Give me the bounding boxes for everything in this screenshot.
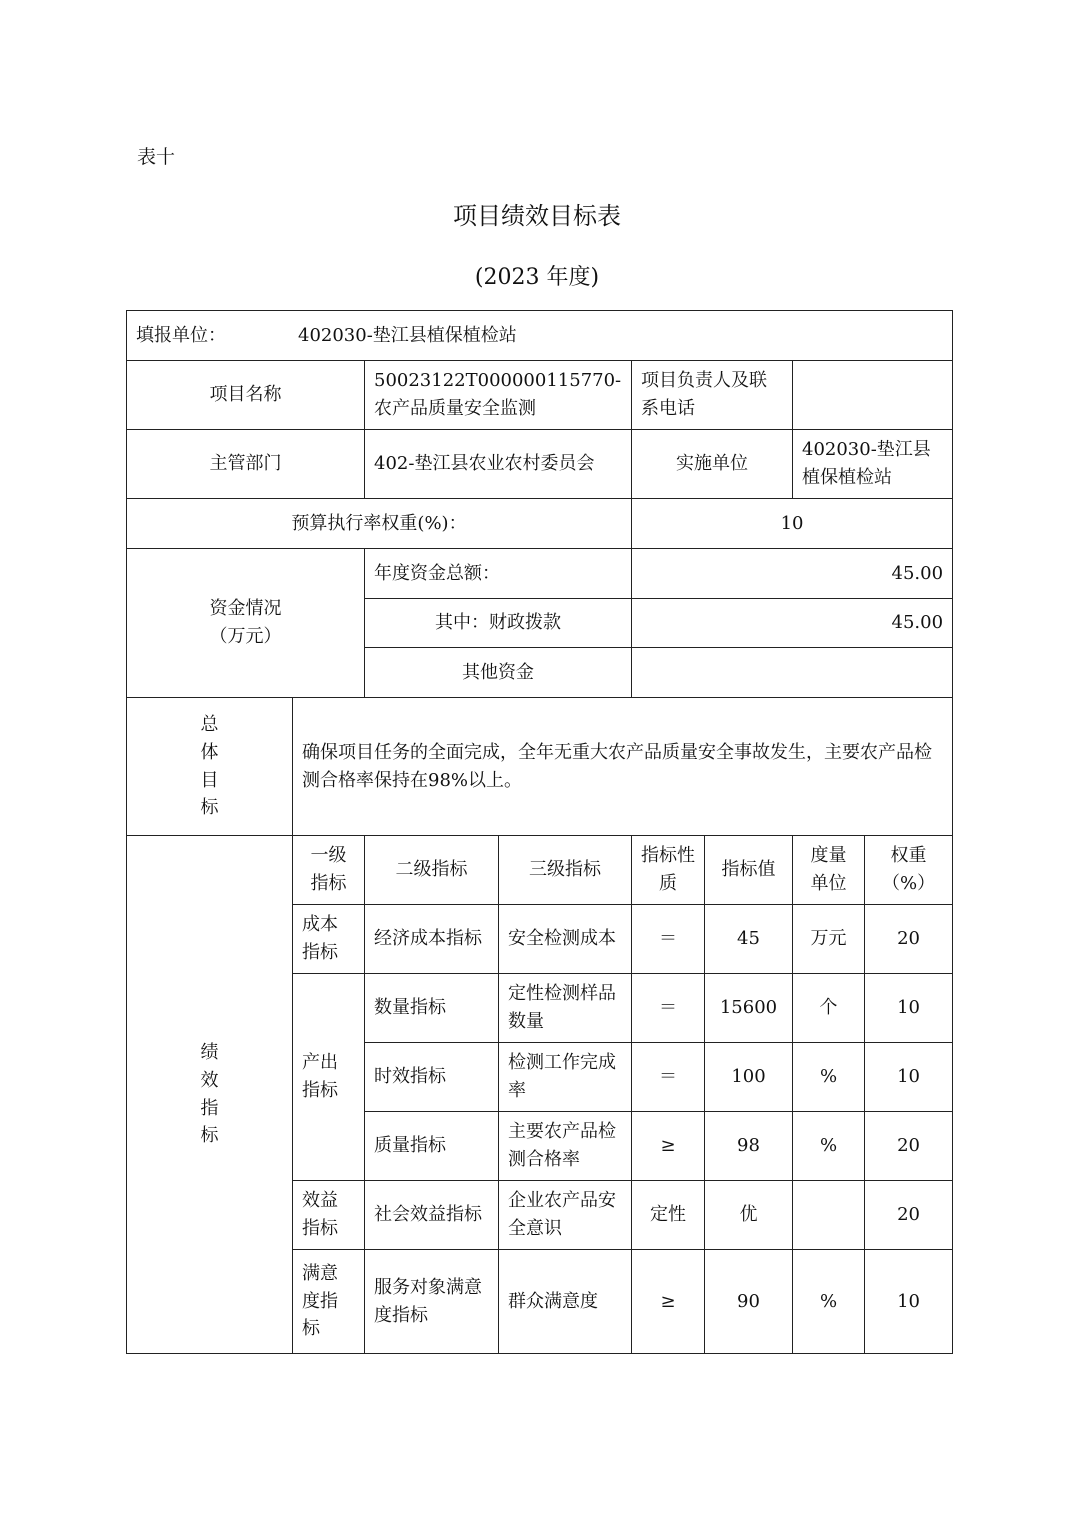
unit-cell: 个 [793, 974, 865, 1043]
overall-goal-text: 确保项目任务的全面完成，全年无重大农产品质量安全事故发生，主要农产品检测合格率保持在98%以上。 [293, 698, 953, 836]
goal-label-char: 目 [200, 769, 219, 791]
annual-funds-label: 年度资金总额： [365, 549, 632, 599]
unit-cell: % [793, 1112, 865, 1181]
level3-cell: 检测工作完成率 [499, 1043, 632, 1112]
level3-cell: 安全检测成本 [499, 905, 632, 974]
nature-cell: ≥ [632, 1112, 705, 1181]
nature-cell: 定性 [632, 1181, 705, 1250]
value-cell: 45 [705, 905, 793, 974]
reporting-unit-row [127, 311, 953, 361]
project-name-label: 项目名称 [127, 361, 365, 430]
value-cell: 90 [705, 1250, 793, 1354]
unit-cell [793, 1181, 865, 1250]
group-output: 产出指标 [293, 974, 365, 1181]
value-cell: 15600 [705, 974, 793, 1043]
weight-cell: 20 [865, 905, 953, 974]
budget-rate-value: 10 [632, 499, 953, 549]
funds-label-line1: 资金情况 [209, 598, 282, 620]
implementing-unit-label: 实施单位 [632, 430, 793, 499]
group-benefit: 效益指标 [293, 1181, 365, 1250]
indicator-label-char: 指 [200, 1097, 219, 1119]
nature-cell: ＝ [632, 1043, 705, 1112]
page-title: 项目绩效目标表 [453, 202, 621, 230]
project-leader-label: 项目负责人及联系电话 [632, 361, 793, 430]
goal-label-char: 体 [200, 741, 219, 763]
nature-cell: ＝ [632, 974, 705, 1043]
weight-cell: 10 [865, 974, 953, 1043]
header-value: 指标值 [705, 836, 793, 905]
level2-cell: 经济成本指标 [365, 905, 499, 974]
goal-label-char: 标 [200, 797, 219, 819]
header-nature: 指标性质 [632, 836, 705, 905]
project-leader-value [793, 361, 953, 430]
year-subtitle: (2023 年度) [474, 265, 600, 290]
reporting-unit-label: 填报单位： [136, 324, 226, 346]
group-cost: 成本指标 [293, 905, 365, 974]
funds-label [127, 549, 365, 698]
budget-rate-label: 预算执行率权重(%)： [127, 499, 632, 549]
header-level2: 二级指标 [365, 836, 499, 905]
indicator-label-char: 效 [200, 1069, 219, 1091]
level2-cell: 数量指标 [365, 974, 499, 1043]
goal-label-char: 总 [200, 713, 219, 735]
level2-cell: 社会效益指标 [365, 1181, 499, 1250]
weight-cell: 20 [865, 1181, 953, 1250]
funds-label-line2: （万元） [209, 626, 282, 647]
value-cell: 100 [705, 1043, 793, 1112]
level3-cell: 定性检测样品数量 [499, 974, 632, 1043]
weight-cell: 20 [865, 1112, 953, 1181]
level3-cell: 企业农产品安全意识 [499, 1181, 632, 1250]
level3-cell: 主要农产品检测合格率 [499, 1112, 632, 1181]
other-funds-label: 其他资金 [365, 648, 632, 698]
reporting-unit-value: 402030-垫江县植保植检站 [298, 324, 517, 346]
overall-goal-label [127, 698, 293, 836]
level3-cell: 群众满意度 [499, 1250, 632, 1354]
table-number: 表十 [137, 146, 176, 168]
other-funds-value [632, 648, 953, 698]
level2-cell: 质量指标 [365, 1112, 499, 1181]
value-cell: 98 [705, 1112, 793, 1181]
annual-funds-value: 45.00 [632, 549, 953, 599]
unit-cell: 万元 [793, 905, 865, 974]
project-name-value: 50023122T000000115770-农产品质量安全监测 [365, 361, 632, 430]
department-value: 402-垫江县农业农村委员会 [365, 430, 632, 499]
weight-cell: 10 [865, 1250, 953, 1354]
value-cell: 优 [705, 1181, 793, 1250]
nature-cell: ＝ [632, 905, 705, 974]
indicator-label-char: 绩 [200, 1041, 219, 1063]
header-level3: 三级指标 [499, 836, 632, 905]
fiscal-funds-value: 45.00 [632, 599, 953, 648]
performance-table [126, 310, 953, 1354]
weight-cell: 10 [865, 1043, 953, 1112]
performance-indicator-label [127, 836, 293, 1354]
unit-cell: % [793, 1043, 865, 1112]
fiscal-funds-label: 其中：财政拨款 [365, 599, 632, 648]
nature-cell: ≥ [632, 1250, 705, 1354]
header-weight: 权重（%） [865, 836, 953, 905]
unit-cell: % [793, 1250, 865, 1354]
level2-cell: 时效指标 [365, 1043, 499, 1112]
header-level1: 一级指标 [293, 836, 365, 905]
level2-cell: 服务对象满意度指标 [365, 1250, 499, 1354]
header-unit: 度量单位 [793, 836, 865, 905]
implementing-unit-value: 402030-垫江县植保植检站 [793, 430, 953, 499]
group-satisfaction: 满意度指标 [293, 1250, 365, 1354]
indicator-label-char: 标 [200, 1125, 219, 1147]
department-label: 主管部门 [127, 430, 365, 499]
